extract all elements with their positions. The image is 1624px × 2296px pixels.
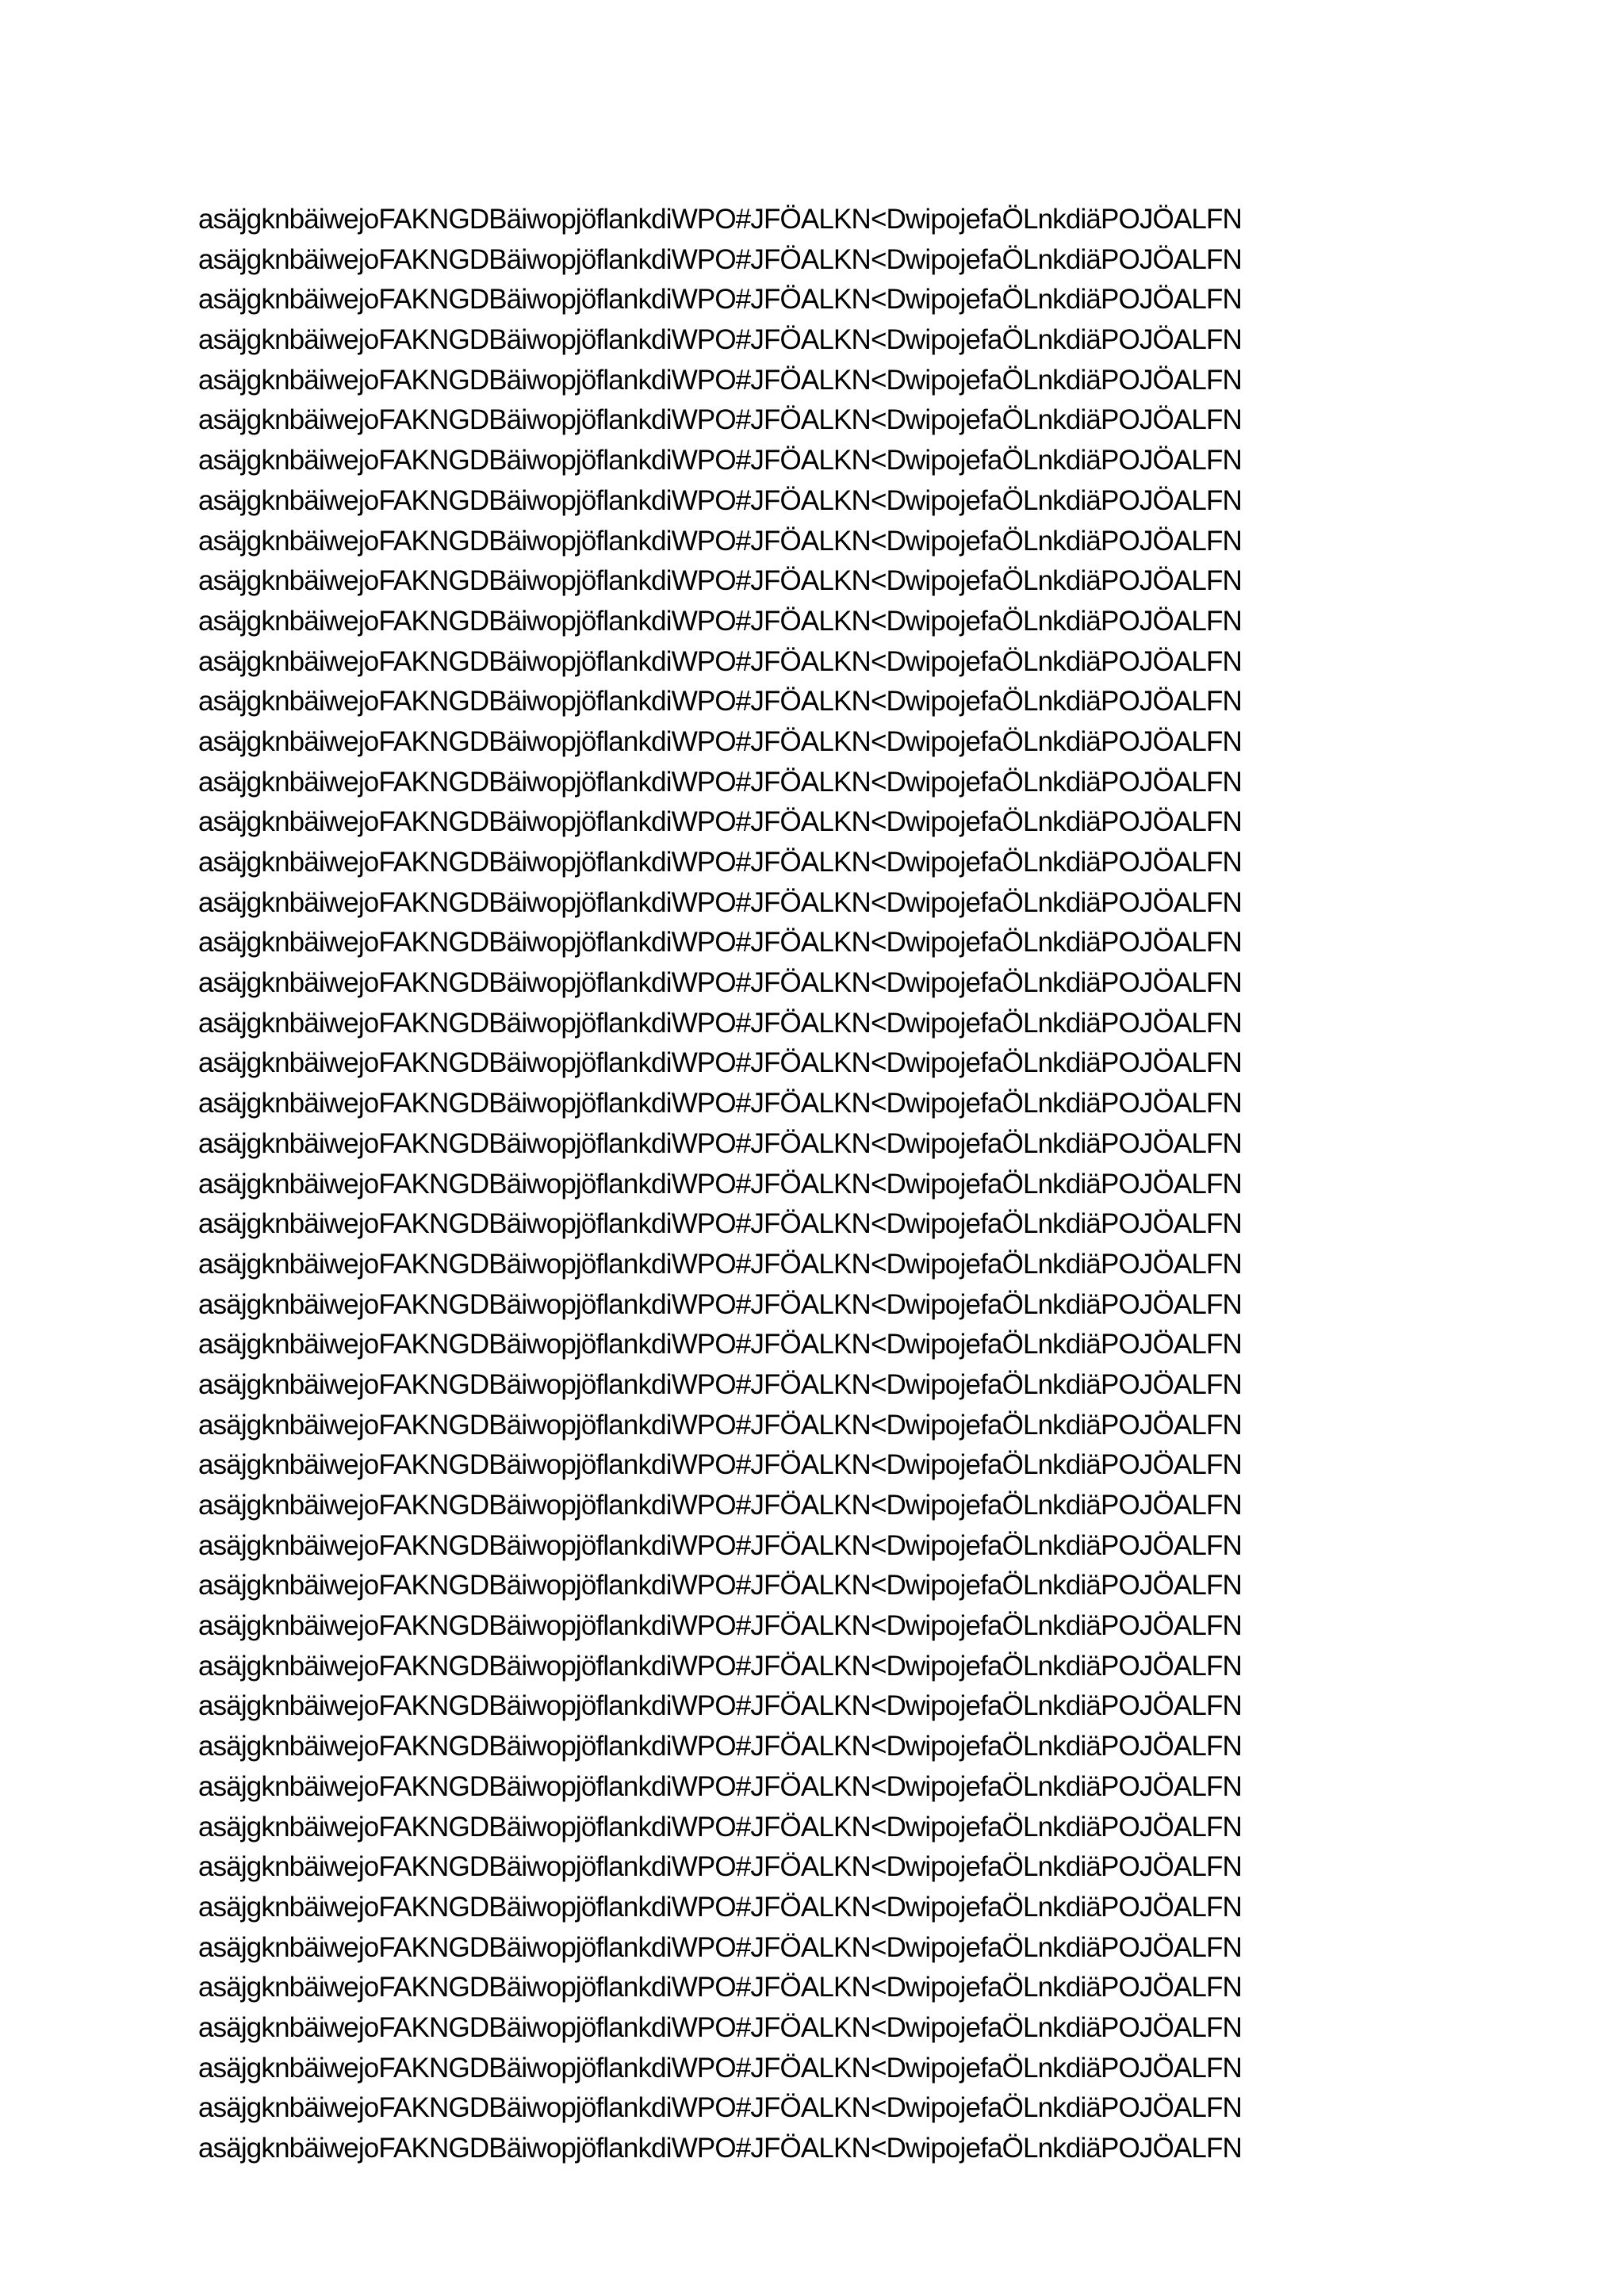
text-line: asäjgknbäiwejoFAKNGDBäiwopjöflankdiWPO#JFÖALKN<DwipojefaÖLnkdiäPOJÖALFN: [198, 1088, 1242, 1119]
text-line: asäjgknbäiwejoFAKNGDBäiwopjöflankdiWPO#JFÖALKN<DwipojefaÖLnkdiäPOJÖALFN: [198, 445, 1242, 476]
text-line: asäjgknbäiwejoFAKNGDBäiwopjöflankdiWPO#JFÖALKN<DwipojefaÖLnkdiäPOJÖALFN: [198, 1288, 1242, 1320]
text-line: asäjgknbäiwejoFAKNGDBäiwopjöflankdiWPO#JFÖALKN<DwipojefaÖLnkdiäPOJÖALFN: [198, 605, 1242, 637]
text-line: asäjgknbäiwejoFAKNGDBäiwopjöflankdiWPO#JFÖALKN<DwipojefaÖLnkdiäPOJÖALFN: [198, 1449, 1242, 1481]
text-line: asäjgknbäiwejoFAKNGDBäiwopjöflankdiWPO#JFÖALKN<DwipojefaÖLnkdiäPOJÖALFN: [198, 1811, 1242, 1843]
text-line: asäjgknbäiwejoFAKNGDBäiwopjöflankdiWPO#JFÖALKN<DwipojefaÖLnkdiäPOJÖALFN: [198, 1851, 1242, 1883]
text-line: asäjgknbäiwejoFAKNGDBäiwopjöflankdiWPO#JFÖALKN<DwipojefaÖLnkdiäPOJÖALFN: [198, 1248, 1242, 1280]
text-line: asäjgknbäiwejoFAKNGDBäiwopjöflankdiWPO#JFÖALKN<DwipojefaÖLnkdiäPOJÖALFN: [198, 2011, 1242, 2043]
text-line: asäjgknbäiwejoFAKNGDBäiwopjöflankdiWPO#JFÖALKN<DwipojefaÖLnkdiäPOJÖALFN: [198, 404, 1242, 436]
text-line: asäjgknbäiwejoFAKNGDBäiwopjöflankdiWPO#JFÖALKN<DwipojefaÖLnkdiäPOJÖALFN: [198, 2133, 1242, 2164]
body-text: [198, 200, 1467, 2169]
text-line: asäjgknbäiwejoFAKNGDBäiwopjöflankdiWPO#JFÖALKN<DwipojefaÖLnkdiäPOJÖALFN: [198, 2052, 1242, 2084]
text-line: asäjgknbäiwejoFAKNGDBäiwopjöflankdiWPO#JFÖALKN<DwipojefaÖLnkdiäPOJÖALFN: [198, 1770, 1242, 1802]
text-line: asäjgknbäiwejoFAKNGDBäiwopjöflankdiWPO#JFÖALKN<DwipojefaÖLnkdiäPOJÖALFN: [198, 1409, 1242, 1441]
text-line: asäjgknbäiwejoFAKNGDBäiwopjöflankdiWPO#JFÖALKN<DwipojefaÖLnkdiäPOJÖALFN: [198, 364, 1242, 396]
text-line: asäjgknbäiwejoFAKNGDBäiwopjöflankdiWPO#JFÖALKN<DwipojefaÖLnkdiäPOJÖALFN: [198, 565, 1242, 597]
text-line: asäjgknbäiwejoFAKNGDBäiwopjöflankdiWPO#JFÖALKN<DwipojefaÖLnkdiäPOJÖALFN: [198, 1208, 1242, 1240]
text-line: asäjgknbäiwejoFAKNGDBäiwopjöflankdiWPO#JFÖALKN<DwipojefaÖLnkdiäPOJÖALFN: [198, 1007, 1242, 1039]
text-line: asäjgknbäiwejoFAKNGDBäiwopjöflankdiWPO#JFÖALKN<DwipojefaÖLnkdiäPOJÖALFN: [198, 766, 1242, 798]
text-line: asäjgknbäiwejoFAKNGDBäiwopjöflankdiWPO#JFÖALKN<DwipojefaÖLnkdiäPOJÖALFN: [198, 806, 1242, 838]
text-line: asäjgknbäiwejoFAKNGDBäiwopjöflankdiWPO#JFÖALKN<DwipojefaÖLnkdiäPOJÖALFN: [198, 1972, 1242, 2003]
text-line: asäjgknbäiwejoFAKNGDBäiwopjöflankdiWPO#JFÖALKN<DwipojefaÖLnkdiäPOJÖALFN: [198, 1891, 1242, 1923]
text-line: asäjgknbäiwejoFAKNGDBäiwopjöflankdiWPO#JFÖALKN<DwipojefaÖLnkdiäPOJÖALFN: [198, 1690, 1242, 1722]
text-line: asäjgknbäiwejoFAKNGDBäiwopjöflankdiWPO#JFÖALKN<DwipojefaÖLnkdiäPOJÖALFN: [198, 2092, 1242, 2124]
text-line: asäjgknbäiwejoFAKNGDBäiwopjöflankdiWPO#JFÖALKN<DwipojefaÖLnkdiäPOJÖALFN: [198, 1047, 1242, 1079]
text-line: asäjgknbäiwejoFAKNGDBäiwopjöflankdiWPO#JFÖALKN<DwipojefaÖLnkdiäPOJÖALFN: [198, 1650, 1242, 1682]
text-line: asäjgknbäiwejoFAKNGDBäiwopjöflankdiWPO#JFÖALKN<DwipojefaÖLnkdiäPOJÖALFN: [198, 284, 1242, 316]
text-line: asäjgknbäiwejoFAKNGDBäiwopjöflankdiWPO#JFÖALKN<DwipojefaÖLnkdiäPOJÖALFN: [198, 1610, 1242, 1642]
text-line: asäjgknbäiwejoFAKNGDBäiwopjöflankdiWPO#JFÖALKN<DwipojefaÖLnkdiäPOJÖALFN: [198, 1731, 1242, 1762]
text-line: asäjgknbäiwejoFAKNGDBäiwopjöflankdiWPO#JFÖALKN<DwipojefaÖLnkdiäPOJÖALFN: [198, 886, 1242, 918]
text-line: asäjgknbäiwejoFAKNGDBäiwopjöflankdiWPO#JFÖALKN<DwipojefaÖLnkdiäPOJÖALFN: [198, 1931, 1242, 1963]
text-line: asäjgknbäiwejoFAKNGDBäiwopjöflankdiWPO#JFÖALKN<DwipojefaÖLnkdiäPOJÖALFN: [198, 484, 1242, 516]
text-line: asäjgknbäiwejoFAKNGDBäiwopjöflankdiWPO#JFÖALKN<DwipojefaÖLnkdiäPOJÖALFN: [198, 1329, 1242, 1360]
text-line: asäjgknbäiwejoFAKNGDBäiwopjöflankdiWPO#JFÖALKN<DwipojefaÖLnkdiäPOJÖALFN: [198, 1127, 1242, 1159]
text-line: asäjgknbäiwejoFAKNGDBäiwopjöflankdiWPO#JFÖALKN<DwipojefaÖLnkdiäPOJÖALFN: [198, 1168, 1242, 1200]
text-line: asäjgknbäiwejoFAKNGDBäiwopjöflankdiWPO#JFÖALKN<DwipojefaÖLnkdiäPOJÖALFN: [198, 686, 1242, 718]
text-line: asäjgknbäiwejoFAKNGDBäiwopjöflankdiWPO#JFÖALKN<DwipojefaÖLnkdiäPOJÖALFN: [198, 725, 1242, 757]
text-line: asäjgknbäiwejoFAKNGDBäiwopjöflankdiWPO#JFÖALKN<DwipojefaÖLnkdiäPOJÖALFN: [198, 525, 1242, 557]
text-line: asäjgknbäiwejoFAKNGDBäiwopjöflankdiWPO#JFÖALKN<DwipojefaÖLnkdiäPOJÖALFN: [198, 927, 1242, 959]
text-line: asäjgknbäiwejoFAKNGDBäiwopjöflankdiWPO#JFÖALKN<DwipojefaÖLnkdiäPOJÖALFN: [198, 645, 1242, 677]
text-line: asäjgknbäiwejoFAKNGDBäiwopjöflankdiWPO#JFÖALKN<DwipojefaÖLnkdiäPOJÖALFN: [198, 1570, 1242, 1601]
text-line: asäjgknbäiwejoFAKNGDBäiwopjöflankdiWPO#JFÖALKN<DwipojefaÖLnkdiäPOJÖALFN: [198, 1490, 1242, 1521]
text-line: asäjgknbäiwejoFAKNGDBäiwopjöflankdiWPO#JFÖALKN<DwipojefaÖLnkdiäPOJÖALFN: [198, 243, 1242, 275]
text-line: asäjgknbäiwejoFAKNGDBäiwopjöflankdiWPO#JFÖALKN<DwipojefaÖLnkdiäPOJÖALFN: [198, 847, 1242, 878]
text-line: asäjgknbäiwejoFAKNGDBäiwopjöflankdiWPO#JFÖALKN<DwipojefaÖLnkdiäPOJÖALFN: [198, 204, 1242, 235]
text-line: asäjgknbäiwejoFAKNGDBäiwopjöflankdiWPO#JFÖALKN<DwipojefaÖLnkdiäPOJÖALFN: [198, 324, 1242, 356]
text-line: asäjgknbäiwejoFAKNGDBäiwopjöflankdiWPO#JFÖALKN<DwipojefaÖLnkdiäPOJÖALFN: [198, 1368, 1242, 1400]
text-line: asäjgknbäiwejoFAKNGDBäiwopjöflankdiWPO#JFÖALKN<DwipojefaÖLnkdiäPOJÖALFN: [198, 967, 1242, 999]
text-line: asäjgknbäiwejoFAKNGDBäiwopjöflankdiWPO#JFÖALKN<DwipojefaÖLnkdiäPOJÖALFN: [198, 1529, 1242, 1561]
